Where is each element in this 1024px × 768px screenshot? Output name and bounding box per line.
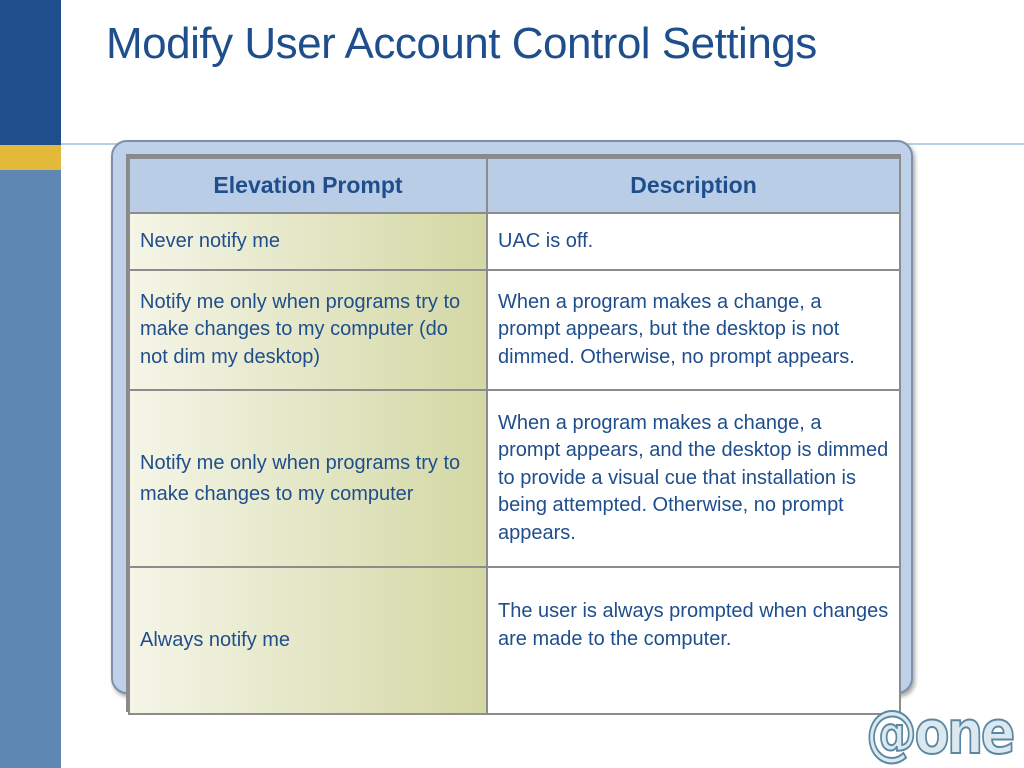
uac-settings-table (128, 157, 901, 715)
elevation-prompt-cell: Notify me only when programs try to make changes to my computer (do not dim my desktop) (129, 270, 487, 390)
elevation-prompt-cell: Never notify me (129, 213, 487, 270)
description-cell: When a program makes a change, a prompt appears, but the desktop is not dimmed. Otherwise, no prompt appears. (487, 270, 900, 390)
header-description: Description (487, 158, 900, 213)
elevation-prompt-cell: Always notify me (129, 567, 487, 714)
description-cell: When a program makes a change, a prompt appears, and the desktop is dimmed to provide a visual cue that installation is being attempted. Otherwise, no prompt appears. (487, 390, 900, 567)
side-bar-bottom (0, 170, 61, 768)
description-cell: The user is always prompted when changes are made to the computer. (487, 567, 900, 714)
header-elevation-prompt: Elevation Prompt (129, 158, 487, 213)
table-row (129, 567, 900, 714)
elevation-prompt-cell: Notify me only when programs try to make changes to my computer (129, 390, 487, 567)
table-row (129, 390, 900, 567)
table-row (129, 213, 900, 270)
at-one-logo: @one (866, 698, 1013, 768)
table-header-row (129, 158, 900, 213)
slide-title: Modify User Account Control Settings (106, 19, 817, 68)
table-row (129, 270, 900, 390)
side-bar-accent (0, 145, 61, 170)
description-cell: UAC is off. (487, 213, 900, 270)
side-bar-top (0, 0, 61, 145)
